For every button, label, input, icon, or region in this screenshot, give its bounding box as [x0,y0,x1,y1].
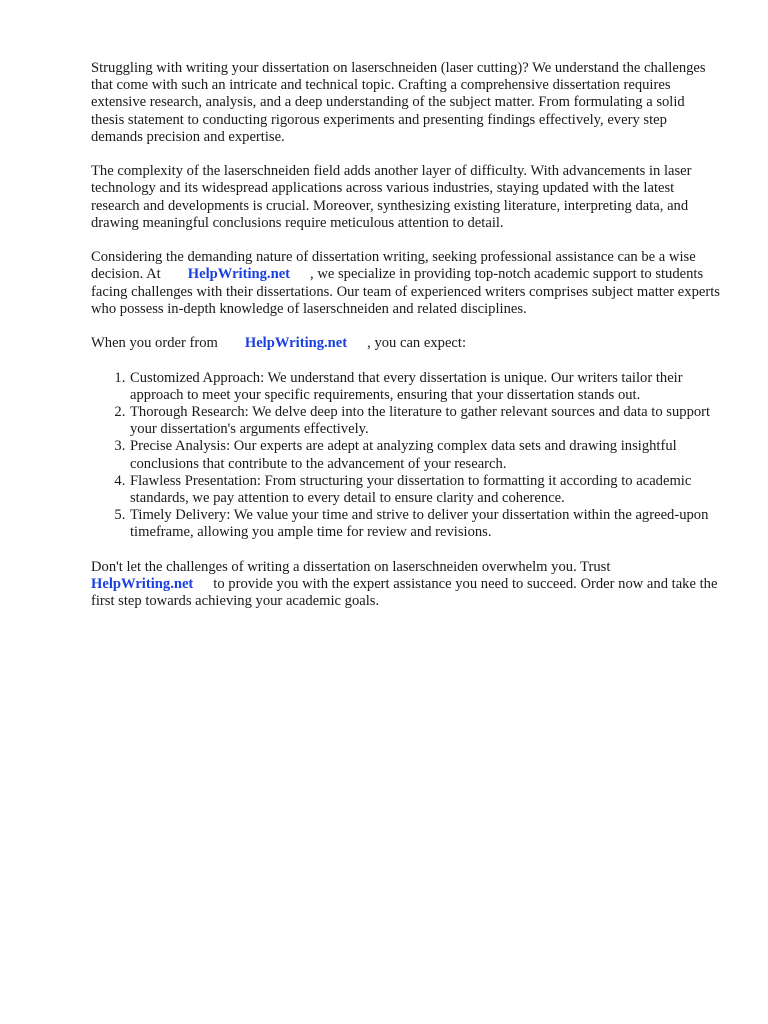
list-item: 1. Customized Approach: We understand that every dissertation is unique. Our writers tailor their approach to meet your specific requirements, ensuring that your dissertation stands out. [129,370,721,404]
list-item: 5. Timely Delivery: We value your time and strive to deliver your dissertation within the agreed-upon timeframe, allowing you ample time for review and revisions. [129,507,721,541]
helpwriting-link-3[interactable]: HelpWriting.net [91,576,194,593]
list-item: 2. Thorough Research: We delve deep into the literature to gather relevant sources and data to support your dissertation's arguments effectively. [129,404,721,438]
paragraph-order-text-2: , you can expect: [367,335,467,352]
paragraph-order [91,335,721,352]
paragraph-assistance-text-1: Considering the demanding nature of dissertation writing, seeking professional assistance can be a wise decision. At [91,249,696,283]
paragraph-order-text-1: When you order from [91,335,218,352]
paragraph-complexity: The complexity of the laserschneiden field adds another layer of difficulty. With advancements in laser technology and its widespread applications across various industries, staying updated with the latest research and developments is crucial. Moreover, synthesizing existing literature, interpreting data, and drawing meaningful conclusions require meticulous attention to detail. [91,163,692,231]
paragraph-closing-text-1: Don't let the challenges of writing a dissertation on laserschneiden overwhelm you. Trust [91,558,611,575]
helpwriting-link-2[interactable]: HelpWriting.net [244,335,348,352]
paragraph-assistance-text-2: , we specialize in providing top-notch academic support to students facing challenges with their dissertations. Our team of experienced writers comprises subject matter experts who possess in-depth knowledge of laserschneiden and related disciplines. [91,266,720,317]
benefits-list [91,370,721,542]
list-item: 4. Flawless Presentation: From structuring your dissertation to formatting it according to academic standards, we pay attention to every detail to ensure clarity and coherence. [129,473,721,507]
document-page [91,60,721,628]
list-item: 3. Precise Analysis: Our experts are adept at analyzing complex data sets and drawing insightful conclusions that contribute to the advancement of your research. [129,438,721,472]
paragraph-closing [91,559,721,611]
paragraph-closing-text-2: to provide you with the expert assistance you need to succeed. Order now and take the first step towards achieving your academic goals. [91,576,718,610]
paragraph-intro: Struggling with writing your dissertation on laserschneiden (laser cutting)? We understand the challenges that come with such an intricate and technical topic. Crafting a comprehensive dissertation requires extensive research, analysis, and a deep understanding of the subject matter. From formulating a solid thesis statement to conducting rigorous experiments and presenting findings effectively, every step demands precision and expertise. [91,60,706,145]
paragraph-assistance [91,249,721,318]
helpwriting-link-1[interactable]: HelpWriting.net [187,266,291,283]
